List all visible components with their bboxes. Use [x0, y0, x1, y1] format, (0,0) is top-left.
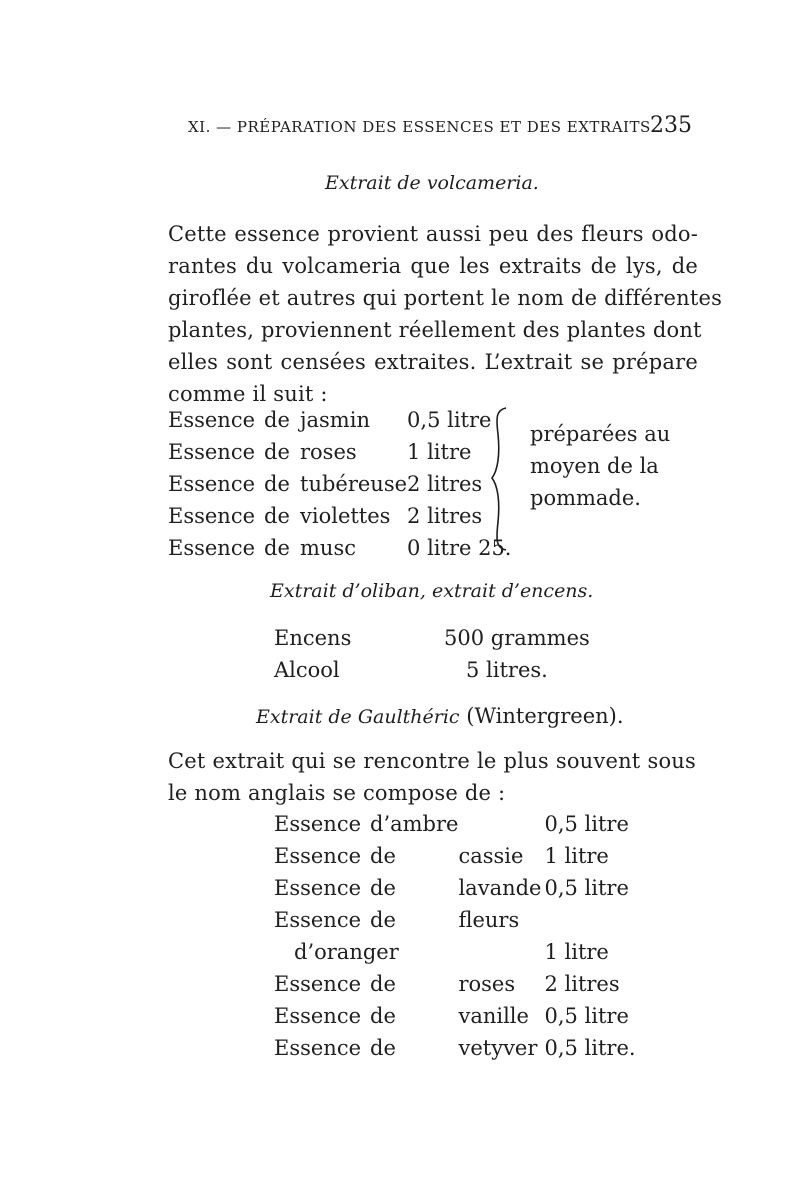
page-number: 235	[650, 113, 692, 138]
paragraph-line: le nom anglais se compose de :	[168, 781, 506, 805]
recipe-row	[274, 840, 636, 872]
recipe-row	[168, 468, 511, 500]
recipe-row	[274, 968, 636, 1000]
recipe-quantity: 0,5 litre	[544, 1004, 629, 1028]
recipe-cell: de	[370, 1036, 396, 1060]
recipe-cell: de	[370, 876, 396, 900]
recipe-row	[274, 872, 636, 904]
recipe-cell: de	[370, 1004, 396, 1028]
recipe-row	[274, 1000, 636, 1032]
recipe-cell: musc	[300, 536, 356, 560]
recipe-cell: d’ambre	[370, 812, 459, 836]
recipe-quantity: 0,5 litre	[407, 408, 492, 432]
recipe-row	[274, 1032, 636, 1064]
paragraph-line: comme il suit :	[168, 382, 328, 406]
recipe-cell: Essence	[274, 972, 362, 996]
recipe-table-oliban	[274, 622, 590, 686]
recipe-cell: Essence	[168, 504, 256, 528]
recipe-cell: de	[264, 472, 290, 496]
recipe-cell: fleurs	[458, 908, 520, 932]
recipe-row	[274, 808, 636, 840]
recipe-cell: Essence	[168, 408, 256, 432]
recipe-quantity: 1 litre	[544, 940, 609, 964]
paragraph-line: plantes, proviennent réellement des plantes dont	[168, 318, 702, 342]
recipe-cell: Essence	[274, 1036, 362, 1060]
recipe-quantity: 5 litres.	[466, 658, 548, 682]
recipe-row	[168, 532, 511, 564]
recipe-row	[274, 654, 590, 686]
recipe-cell: de	[264, 536, 290, 560]
section-title-oliban: Extrait d’oliban, extrait d’encens.	[270, 580, 594, 602]
recipe-cell: lavande	[458, 876, 542, 900]
brace-note	[530, 418, 670, 514]
recipe-quantity	[544, 904, 635, 936]
section-title-italic: Extrait de Gaulthéric	[256, 706, 460, 728]
section-title-plain: (Wintergreen).	[459, 704, 624, 728]
recipe-cell: de	[264, 440, 290, 464]
paragraph-line: Cette essence provient aussi peu des fleurs odo-	[168, 222, 698, 246]
recipe-row	[168, 404, 511, 436]
brace-note-line: préparées au	[530, 422, 671, 446]
recipe-quantity: 1 litre	[544, 844, 609, 868]
recipe-cell: tubéreuse	[300, 472, 408, 496]
recipe-cell: Alcool	[274, 658, 340, 682]
paragraph-line: elles sont censées extraites. L’extrait se prépare	[168, 350, 698, 374]
recipe-cell: de	[370, 908, 396, 932]
recipe-quantity: 2 litres	[544, 972, 620, 996]
recipe-quantity: 0,5 litre.	[544, 1036, 636, 1060]
recipe-row	[168, 500, 511, 532]
recipe-cell: Essence	[168, 472, 256, 496]
paragraph-gaultherie	[168, 745, 696, 809]
paragraph-line: rantes du volcameria que les extraits de lys, de	[168, 254, 698, 278]
recipe-cell: de	[370, 844, 396, 868]
recipe-table-gaultherie	[274, 808, 636, 1064]
recipe-row	[274, 904, 636, 936]
recipe-cell: Essence	[274, 1004, 362, 1028]
recipe-row	[274, 936, 636, 968]
recipe-cell: Essence	[274, 908, 362, 932]
recipe-row	[274, 622, 590, 654]
recipe-cell: Essence	[274, 876, 362, 900]
recipe-cell: vetyver	[458, 1036, 538, 1060]
recipe-cell: jasmin	[300, 408, 370, 432]
recipe-cell: de	[264, 408, 290, 432]
recipe-quantity: 500 grammes	[444, 626, 590, 650]
recipe-cell: vanille	[458, 1004, 529, 1028]
brace-note-line: pommade.	[530, 486, 641, 510]
recipe-cell: d’oranger	[294, 940, 399, 964]
recipe-cell: Essence	[168, 440, 256, 464]
recipe-row	[168, 436, 511, 468]
paragraph-line: giroflée et autres qui portent le nom de différentes	[168, 286, 723, 310]
recipe-quantity: 2 litres	[407, 472, 483, 496]
recipe-cell: violettes	[300, 504, 391, 528]
recipe-cell: Essence	[274, 844, 362, 868]
paragraph-volcameria	[168, 218, 723, 410]
recipe-quantity: 1 litre	[407, 440, 472, 464]
recipe-quantity: 2 litres	[407, 504, 483, 528]
recipe-cell: roses	[458, 972, 516, 996]
recipe-quantity: 0 litre 25.	[407, 536, 512, 560]
recipe-quantity: 0,5 litre	[544, 876, 629, 900]
recipe-table-volcameria	[168, 404, 511, 564]
section-title-gaultherie	[256, 704, 624, 728]
recipe-cell: Essence	[168, 536, 256, 560]
curly-brace-icon	[488, 404, 512, 554]
recipe-cell: de	[370, 972, 396, 996]
brace-note-line: moyen de la	[530, 454, 659, 478]
recipe-cell: cassie	[458, 844, 524, 868]
recipe-cell: de	[264, 504, 290, 528]
paragraph-line: Cet extrait qui se rencontre le plus souvent sous	[168, 749, 696, 773]
recipe-cell: Essence	[274, 812, 362, 836]
recipe-cell: roses	[300, 440, 357, 464]
running-header: XI. — PRÉPARATION DES ESSENCES ET DES EXTRAITS	[188, 118, 651, 136]
recipe-cell	[458, 808, 544, 840]
recipe-cell: Encens	[274, 626, 352, 650]
section-title-volcameria: Extrait de volcameria.	[325, 172, 539, 194]
recipe-quantity: 0,5 litre	[544, 812, 629, 836]
